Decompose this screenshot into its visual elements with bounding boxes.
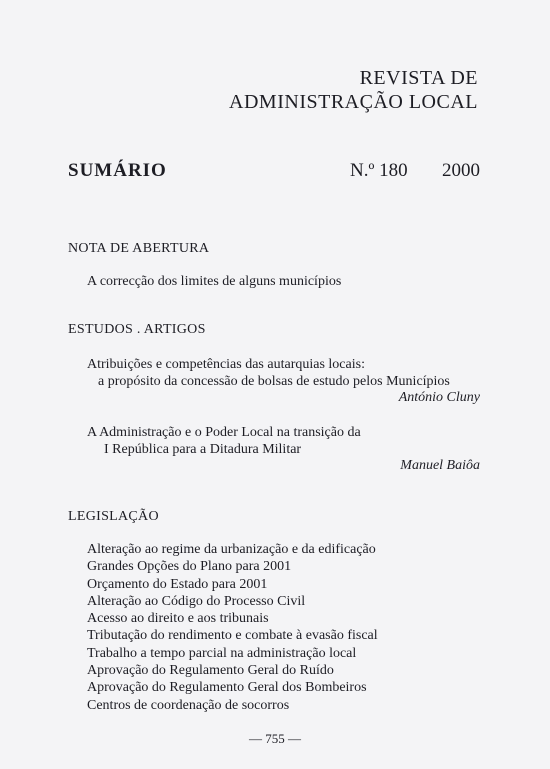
- legislation-item: Tributação do rendimento e combate à evasão fiscal: [87, 628, 378, 644]
- journal-title-line1: REVISTA DE: [359, 67, 478, 89]
- section-heading-legislation: LEGISLAÇÃO: [68, 509, 159, 524]
- legislation-item: Alteração ao regime da urbanização e da edificação: [87, 542, 376, 557]
- page-number: — 755 —: [249, 731, 301, 746]
- article-2-title-line2: I República para a Ditadura Militar: [104, 442, 302, 457]
- article-2-title-line1: A Administração e o Poder Local na transição da: [87, 425, 361, 440]
- legislation-item: Orçamento do Estado para 2001: [87, 576, 268, 592]
- issue-number: N.º 180: [350, 160, 408, 181]
- legislation-item: Acesso ao direito e aos tribunais: [87, 611, 269, 627]
- article-1-title-line1: Atribuições e competências das autarquias locais:: [87, 357, 365, 372]
- article-2-author: Manuel Baiôa: [400, 458, 480, 473]
- legislation-item: Aprovação do Regulamento Geral do Ruído: [87, 663, 334, 679]
- opening-entry: A correcção dos limites de alguns municípios: [87, 274, 342, 289]
- legislation-item: Alteração ao Código do Processo Civil: [87, 593, 306, 609]
- legislation-list: [87, 541, 378, 714]
- journal-title-line2: ADMINISTRAÇÃO LOCAL: [229, 91, 478, 113]
- legislation-item: Trabalho a tempo parcial na administração local: [87, 645, 357, 661]
- section-heading-opening: NOTA DE ABERTURA: [68, 241, 210, 256]
- legislation-item: Grandes Opções do Plano para 2001: [87, 559, 292, 575]
- summary-label: SUMÁRIO: [68, 160, 167, 181]
- article-1-author: António Cluny: [398, 390, 480, 405]
- summary-row: [68, 160, 480, 184]
- section-heading-studies: ESTUDOS . ARTIGOS: [68, 322, 206, 337]
- issue-year: 2000: [442, 160, 480, 181]
- legislation-item: Centros de coordenação de socorros: [87, 697, 290, 713]
- journal-title: [229, 66, 478, 114]
- article-1-title-line2: a propósito da concessão de bolsas de estudo pelos Municípios: [98, 374, 450, 389]
- legislation-item: Aprovação do Regulamento Geral dos Bombeiros: [87, 680, 367, 696]
